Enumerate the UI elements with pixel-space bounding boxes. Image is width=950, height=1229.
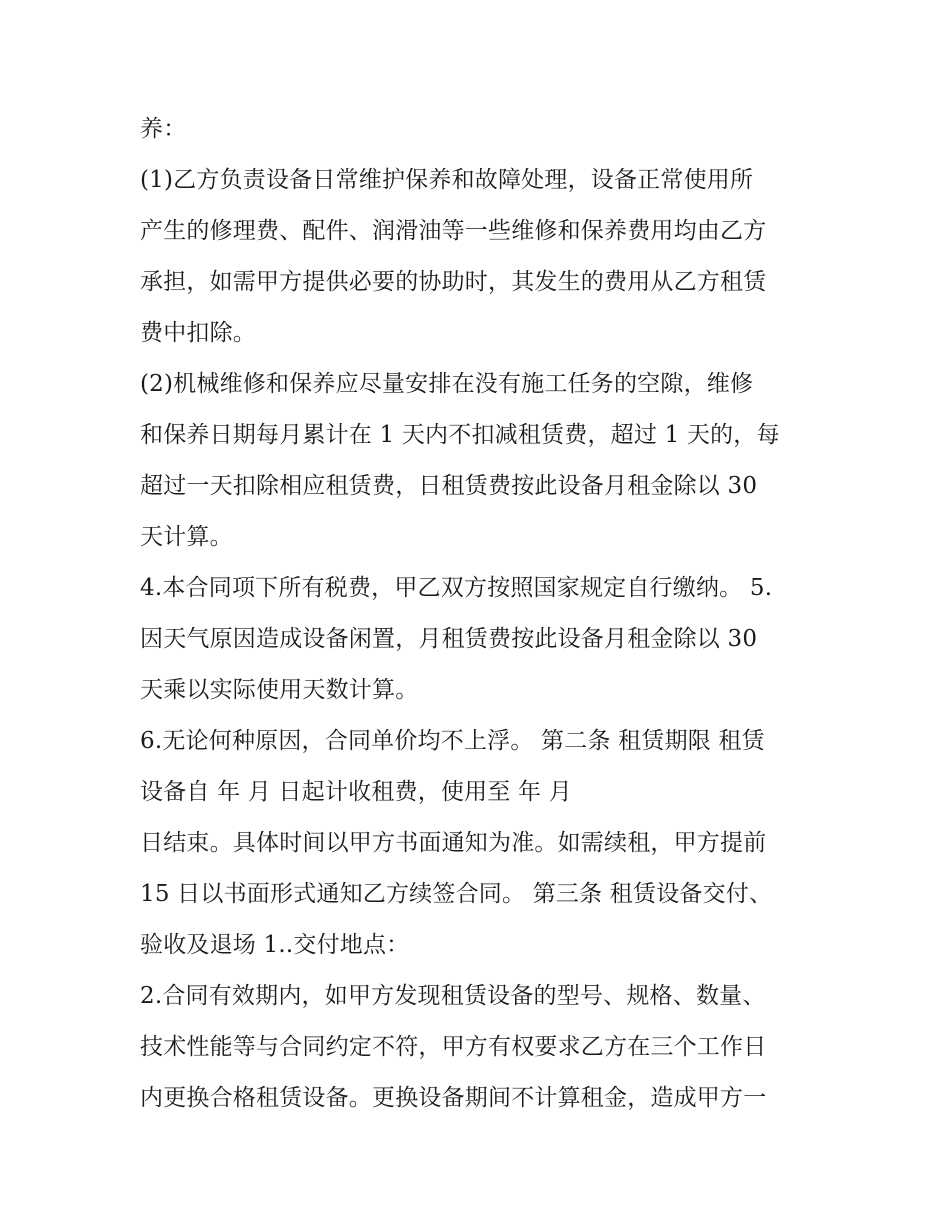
text-line: 内更换合格租赁设备。更换设备期间不计算租金，造成甲方一 (140, 1085, 767, 1111)
text-line: 15 日以书面形式通知乙方续签合同。 第三条 租赁设备交付、 (140, 881, 773, 907)
text-line: 技术性能等与合同约定不符，甲方有权要求乙方在三个工作日 (140, 1034, 767, 1060)
text-line: (2)机械维修和保养应尽量安排在没有施工任务的空隙，维修 (140, 371, 754, 397)
text-line: 因天气原因造成设备闲置，月租赁费按此设备月租金除以 30 (140, 626, 758, 652)
text-line: 日结束。具体时间以甲方书面通知为准。如需续租，甲方提前 (140, 830, 767, 856)
text-line: 费中扣除。 (140, 320, 256, 346)
text-line: 验收及退场 1..交付地点： (140, 932, 410, 958)
text-line: 天计算。 (140, 524, 233, 550)
text-line: 2.合同有效期内，如甲方发现租赁设备的型号、规格、数量、 (140, 983, 766, 1009)
text-line: 和保养日期每月累计在 1 天内不扣减租赁费，超过 1 天的，每 (140, 422, 780, 448)
text-line: 4.本合同项下所有税费，甲乙双方按照国家规定自行缴纳。 5. (140, 575, 773, 601)
text-line: 超过一天扣除相应租赁费，日租赁费按此设备月租金除以 30 (140, 473, 758, 499)
text-line: 养： (140, 116, 187, 142)
text-line: 设备自 年 月 日起计收租费，使用至 年 月 (140, 779, 572, 805)
text-line: 6.无论何种原因，合同单价均不上浮。 第二条 租赁期限 租赁 (140, 728, 765, 754)
contract-text-body (140, 109, 820, 1129)
text-line: 承担，如需甲方提供必要的协助时，其发生的费用从乙方租赁 (140, 269, 767, 295)
text-line: 天乘以实际使用天数计算。 (140, 677, 419, 703)
text-line: (1)乙方负责设备日常维护保养和故障处理，设备正常使用所 (140, 167, 754, 193)
text-line: 产生的修理费、配件、润滑油等一些维修和保养费用均由乙方 (140, 218, 767, 244)
